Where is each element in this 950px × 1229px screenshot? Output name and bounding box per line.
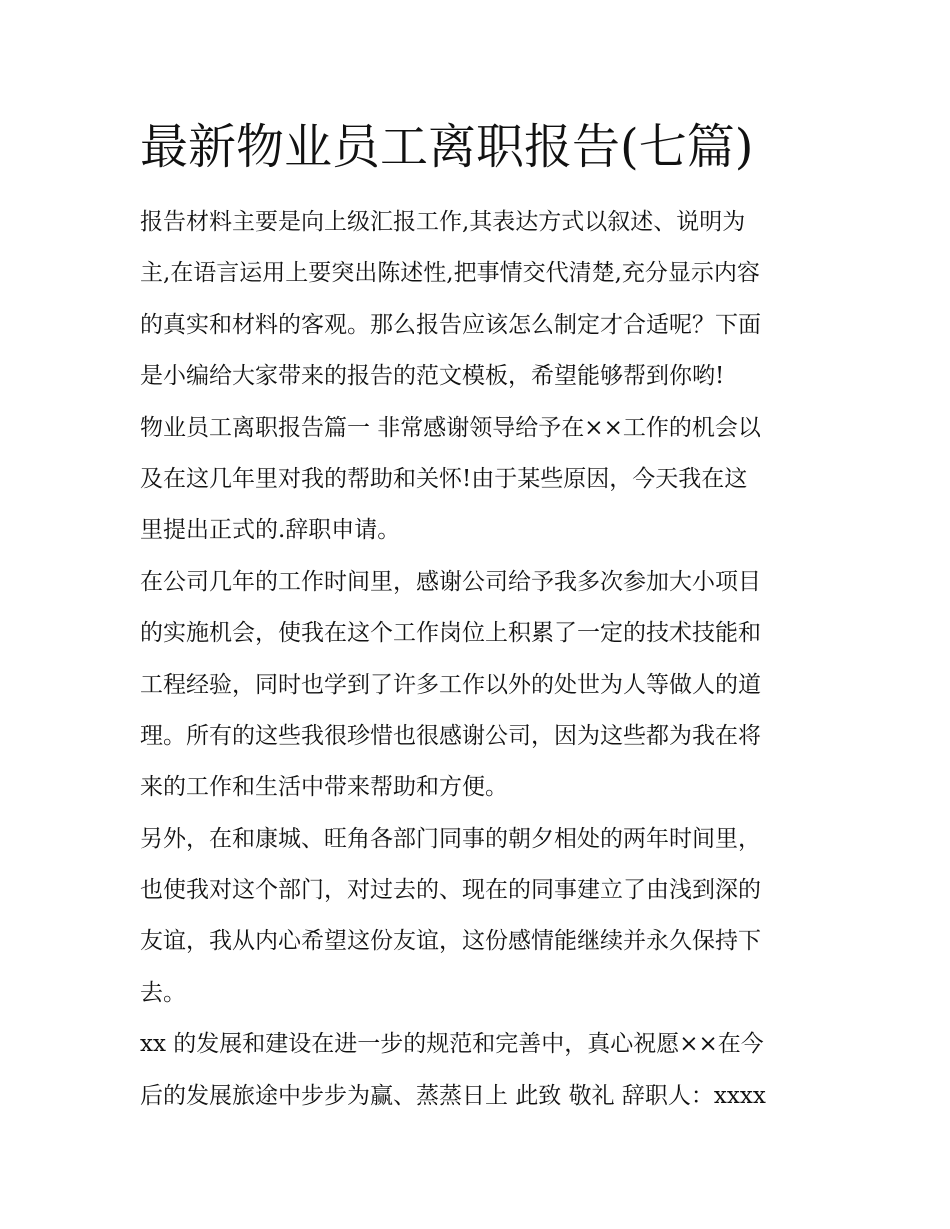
text-line: 报告材料主要是向上级汇报工作,其表达方式以叙述、说明为 [140, 209, 746, 235]
document-title: 最新物业员工离职报告(七篇) [140, 119, 754, 175]
text-line: 去。 [140, 979, 186, 1006]
text-line: 的真实和材料的客观。那么报告应该怎么制定才合适呢？下面 [140, 311, 761, 338]
text-line: 及在这几年里对我的帮助和关怀!由于某些原因，今天我在这 [140, 465, 748, 492]
text-line: 理。所有的这些我很珍惜也很感谢公司，因为这些都为我在将 [140, 722, 761, 749]
text-line: 物业员工离职报告篇一 非常感谢领导给予在××工作的机会以 [140, 414, 761, 441]
text-line: 后的发展旅途中步步为赢、蒸蒸日上 此致 敬礼 辞职人：xxxx [140, 1082, 766, 1109]
text-line: 也使我对这个部门，对过去的、现在的同事建立了由浅到深的 [140, 877, 761, 904]
text-line: 里提出正式的.辞职申请。 [140, 517, 401, 544]
text-line: 来的工作和生活中带来帮助和方便。 [140, 774, 508, 801]
text-line: 是小编给大家带来的报告的范文模板，希望能够帮到你哟! [140, 363, 725, 390]
text-line: 在公司几年的工作时间里，感谢公司给予我多次参加大小项目 [140, 568, 761, 595]
text-line: 的实施机会，使我在这个工作岗位上积累了一定的技术技能和 [140, 620, 761, 647]
text-line: 主,在语言运用上要突出陈述性,把事情交代清楚,充分显示内容 [140, 260, 760, 287]
text-line: 工程经验，同时也学到了许多工作以外的处世为人等做人的道 [140, 671, 761, 698]
text-line: xx 的发展和建设在进一步的规范和完善中，真心祝愿××在今 [140, 1031, 764, 1058]
document-body [140, 197, 820, 1122]
text-line: 另外，在和康城、旺角各部门同事的朝夕相处的两年时间里， [140, 825, 761, 852]
text-line: 友谊，我从内心希望这份友谊，这份感情能继续并永久保持下 [140, 928, 761, 955]
